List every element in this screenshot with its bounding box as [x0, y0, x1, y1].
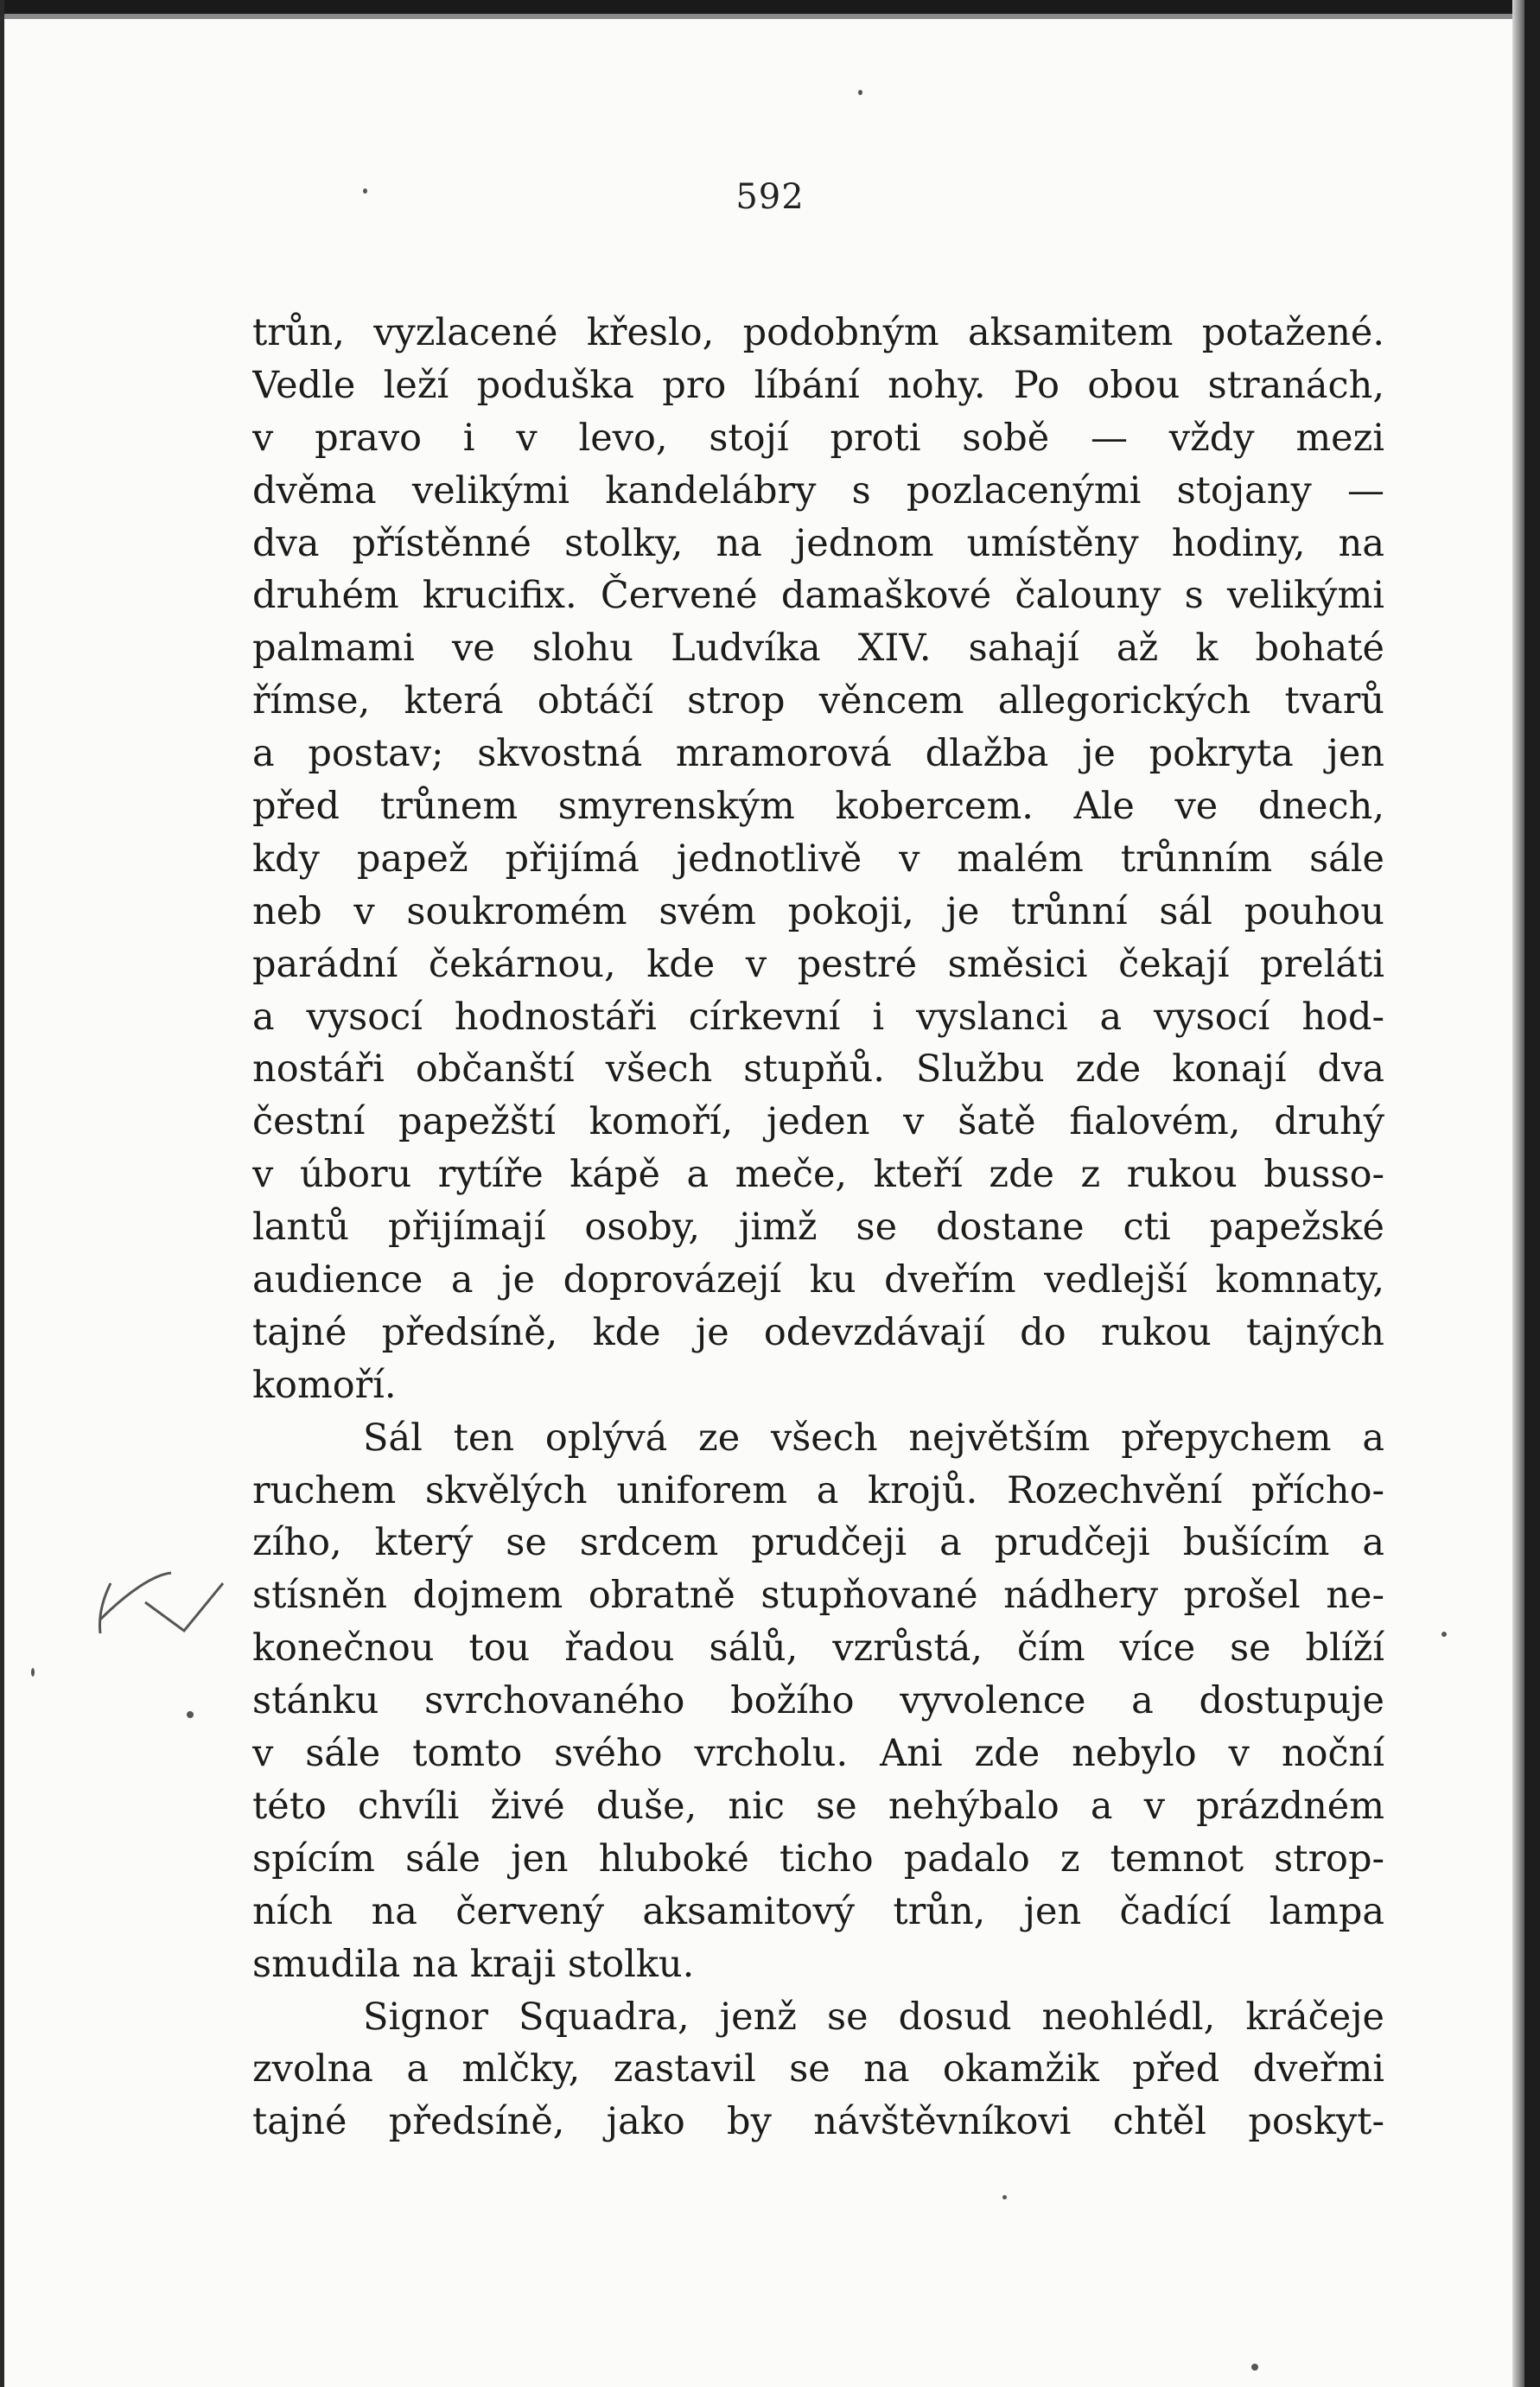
text-line: v sále tomto svého vrcholu. Ani zde nebylo v noční — [252, 1732, 1384, 1776]
text-line: dvěma velikými kandelábry s pozlacenými stojany — — [252, 468, 1384, 512]
text-line: zvolna a mlčky, zastavil se na okamžik před dveřmi — [252, 2047, 1384, 2091]
scan-border-top — [0, 0, 1540, 14]
text-line: tajné předsíně, jako by návštěvníkovi chtěl poskyt- — [252, 2100, 1384, 2144]
text-line: audience a je doprovázejí ku dveřím vedlejší komnaty, — [252, 1258, 1384, 1302]
text-line: nostáři občanští všech stupňů. Službu zde konají dva — [252, 1047, 1384, 1092]
text-line: v úboru rytíře kápě a meče, kteří zde z rukou busso- — [252, 1153, 1384, 1197]
text-line: trůn, vyzlacené křeslo, podobným aksamitem potažené. — [252, 311, 1384, 354]
text-line: spícím sále jen hluboké ticho padalo z temnot strop- — [252, 1836, 1384, 1881]
text-line: komoří. — [252, 1363, 397, 1407]
text-line: této chvíli živé duše, nic se nehýbalo a v prázdném — [252, 1784, 1384, 1828]
text-line: konečnou tou řadou sálů, vzrůstá, čím více se blíží — [252, 1626, 1384, 1671]
text-line: před trůnem smyrenským kobercem. Ale ve dnech, — [252, 785, 1384, 829]
text-line: a postav; skvostná mramorová dlažba je pokryta jen — [252, 732, 1384, 776]
text-line: římse, která obtáčí strop věncem allegorických tvarů — [252, 679, 1384, 723]
page-number: 592 — [735, 177, 805, 217]
scan-speck — [363, 188, 367, 194]
text-line: a vysocí hodnostáři církevní i vyslanci a vysocí hod- — [252, 995, 1384, 1039]
scan-border-right — [1524, 0, 1540, 2387]
paragraph-first-line: Signor Squadra, jenž se dosud neohlédl, kráčeje — [363, 1995, 1384, 2039]
scan-speck — [31, 1668, 35, 1677]
text-line: smudila na kraji stolku. — [252, 1942, 695, 1986]
scan-speck — [1002, 2195, 1007, 2199]
text-line: ruchem skvělých uniforem a krojů. Rozechvění přícho- — [252, 1468, 1384, 1512]
scan-border-left — [0, 0, 4, 2387]
text-line: palmami ve slohu Ludvíka XIV. sahají až k bohaté — [252, 627, 1384, 671]
text-line: stánku svrchovaného božího vyvolence a dostupuje — [252, 1679, 1384, 1723]
scan-border-top-shadow — [0, 14, 1540, 19]
text-line: kdy papež přijímá jednotlivě v malém trůnním sále — [252, 837, 1384, 881]
text-line: dva přístěnné stolky, na jednom umístěny hodiny, na — [252, 521, 1384, 565]
scan-speck — [858, 90, 862, 95]
scan-speck — [187, 1711, 194, 1718]
scan-speck — [1441, 1632, 1447, 1637]
pencil-mark-icon — [93, 1557, 232, 1635]
scan-border-right-shadow — [1512, 0, 1524, 2387]
paragraph-first-line: Sál ten oplývá ze všech největším přepychem a — [363, 1416, 1384, 1460]
text-line: parádní čekárnou, kde v pestré směsici čekají preláti — [252, 942, 1384, 986]
body-text — [252, 307, 1384, 2148]
text-line: ních na červený aksamitový trůn, jen čadící lampa — [252, 1889, 1384, 1933]
text-line: v pravo i v levo, stojí proti sobě — vždy mezi — [252, 416, 1384, 460]
text-line: neb v soukromém svém pokoji, je trůnní sál pouhou — [252, 889, 1384, 933]
text-line: čestní papežští komoří, jeden v šatě fialovém, druhý — [252, 1100, 1384, 1144]
text-line: tajné předsíně, kde je odevzdávají do rukou tajných — [252, 1310, 1384, 1354]
text-line: zího, který se srdcem prudčeji a prudčeji bušícím a — [252, 1521, 1384, 1565]
scan-speck — [1251, 2364, 1258, 2371]
text-line: Vedle leží poduška pro líbání nohy. Po obou stranách, — [252, 363, 1384, 407]
text-line: druhém krucifix. Červené damaškové čalouny s velikými — [252, 574, 1384, 618]
text-line: lantů přijímají osoby, jimž se dostane cti papežské — [252, 1206, 1384, 1250]
text-line: stísněn dojmem obratně stupňované nádhery prošel ne- — [252, 1574, 1384, 1618]
